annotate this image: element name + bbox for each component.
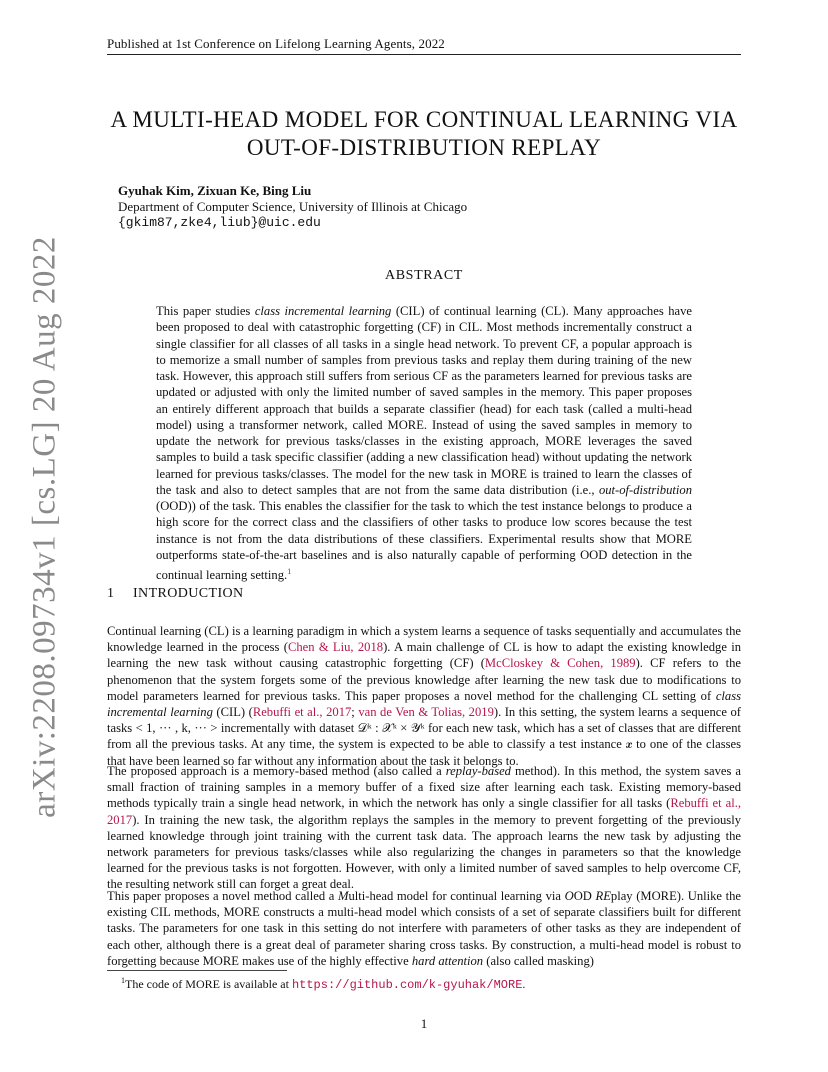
intro-paragraph-1 bbox=[107, 623, 741, 769]
text-seg: ). In this setting, the system learns a sequence of tasks < 1, ··· , k, ··· > incrementally with dataset 𝒟ᵏ : 𝒳ᵏ × 𝒴ᵏ for each new task, which has a set of classes that are different from all the previous tasks. At any time, the system is expected to be able to classify a test instance 𝒙 to one of the classes that have been learned so far without any information about the task it belongs to. bbox=[107, 705, 742, 768]
text-seg: This paper proposes a novel method called a bbox=[107, 889, 338, 903]
text-seg: method). In this method, the system saves a small fraction of training samples in a memory buffer of a fixed size after learning each task. Existing memory-based methods typically train a single head network, in which the network has only a single classifier for all tasks ( bbox=[107, 764, 741, 811]
section-number: 1 bbox=[107, 586, 115, 601]
code-url-link[interactable]: https://github.com/k-gyuhak/MORE bbox=[291, 978, 523, 992]
author-email: {gkim87,zke4,liub}@uic.edu bbox=[118, 215, 321, 230]
footnote-number: 1 bbox=[121, 976, 125, 985]
abstract-seg: (CIL) of continual learning (CL). Many approaches have been proposed to deal with catastrophic forgetting (CF) in CIL. Most methods incrementally construct a single classifier for all classes of all tasks in a single head network. To prevent CF, a popular approach is to memorize a small number of samples from previous tasks and replay them during training of the new task. However, this approach still suffers from serious CF as the parameters learned for previous tasks are updated or adjusted with only the limited number of saved samples in the memory. This paper proposes an entirely different approach that builds a separate classifier (head) for each task (called a multi-head model) using a transformer network, called MORE. Instead of using the saved samples in memory to update the network for previous tasks/classes in the existing approach, MORE leverages the saved samples to build a task specific classifier (adding a new classification head) without updating the network learned for previous tasks/classes. The model for the new task in MORE is trained to learn the classes of the task and also to detect samples that are not from the same data distribution (i.e., bbox=[156, 304, 692, 497]
text-seg: ). CF refers to the phenomenon that the system forgets some of the previous knowledge after learning the new task due to modifications to model parameters learned for previous tasks. This paper proposes a novel method for the challenging CL setting of bbox=[107, 656, 741, 703]
text-seg: (CIL) ( bbox=[212, 705, 253, 720]
text-seg: The proposed approach is a memory-based method (also called a bbox=[107, 764, 446, 778]
header-rule bbox=[107, 54, 741, 55]
paper-title bbox=[107, 106, 741, 162]
abstract-em: out-of-distribution bbox=[598, 482, 692, 497]
abstract-heading: ABSTRACT bbox=[385, 268, 463, 283]
abstract-seg: (OOD)) of the task. This enables the classifier for the task to which the test instance belongs to produce a high score for the correct class and the classifiers of other tasks to produce low scores because the test instance is not from the data distributions of these classifiers. Experimental results show that MORE outperforms state-of-the-art baselines and is also naturally capable of performing OOD detection in the continual learning setting. bbox=[156, 499, 692, 583]
text-em: M bbox=[338, 889, 349, 903]
text-em: class incremental learning bbox=[107, 688, 741, 720]
arxiv-stamp: arXiv:2208.09734v1 [cs.LG] 20 Aug 2022 bbox=[26, 236, 63, 818]
citation-link[interactable]: Chen & Liu, 2018 bbox=[287, 640, 384, 655]
citation-link[interactable]: McCloskey & Cohen, 1989 bbox=[484, 656, 636, 671]
abstract-seg: This paper studies bbox=[156, 304, 255, 318]
venue-header: Published at 1st Conference on Lifelong Learning Agents, 2022 bbox=[107, 36, 445, 51]
citation-link[interactable]: Rebuffi et al., 2017 bbox=[107, 796, 742, 827]
citation-link[interactable]: van de Ven & Tolias, 2019 bbox=[358, 705, 494, 720]
text-em: O bbox=[564, 889, 574, 903]
section-heading bbox=[107, 586, 244, 602]
footnote bbox=[121, 976, 525, 992]
section-title: INTRODUCTION bbox=[133, 586, 244, 601]
title-line-2: OUT-OF-DISTRIBUTION REPLAY bbox=[246, 135, 602, 160]
text-seg: OD bbox=[573, 889, 596, 903]
text-seg: (also called masking) bbox=[483, 953, 594, 968]
footnote-marker[interactable]: 1 bbox=[287, 566, 292, 576]
intro-paragraph-2 bbox=[107, 763, 741, 893]
abstract-text bbox=[156, 303, 692, 583]
page-number: 1 bbox=[420, 1016, 428, 1031]
text-em: hard attention bbox=[411, 953, 484, 968]
abstract-em: class incremental learning bbox=[254, 304, 392, 318]
text-seg: Continual learning (CL) is a learning paradigm in which a system learns a sequence of tasks sequentially and accumulates the knowledge learned in the process ( bbox=[107, 624, 741, 655]
text-seg: ). In training the new task, the algorithm replays the samples in the memory to prevent forgetting of the previously learned knowledge through joint training with the current task data. The approach learns the new task by adjusting the network parameters for previous tasks/classes while also regularizing the changes in parameters so that the knowledge learned for the previous tasks is not forgotten. However, with only a limited number of saved samples to help overcome CF, the resulting network still can forget a great deal. bbox=[107, 812, 741, 892]
citation-link[interactable]: Rebuffi et al., 2017 bbox=[252, 705, 352, 720]
author-block bbox=[118, 183, 467, 231]
text-seg: play (MORE). Unlike the existing CIL methods, MORE constructs a multi-head model which consists of a set of separate classifiers built for different tasks. The parameters for one task in this setting do not interfere with parameters of other tasks as they are independent of each other, although there is a great deal of parameter sharing cross tasks. By construction, a multi-head model is robust to forgetting because MORE makes use of the highly effective bbox=[107, 889, 741, 968]
text-seg: ). A main challenge of CL is how to adapt the existing knowledge in learning the new task without causing catastrophic forgetting (CF) ( bbox=[107, 640, 742, 671]
text-em: RE bbox=[595, 889, 611, 903]
title-line-1: A MULTI-HEAD MODEL FOR CONTINUAL LEARNING VIA bbox=[110, 107, 738, 132]
text-seg: ; bbox=[351, 705, 359, 720]
footnote-end: . bbox=[522, 977, 526, 991]
text-em: replay-based bbox=[445, 764, 511, 778]
footnote-text: The code of MORE is available at bbox=[125, 977, 292, 991]
author-affiliation: Department of Computer Science, University of Illinois at Chicago bbox=[118, 199, 468, 214]
footnote-rule bbox=[107, 970, 287, 971]
intro-paragraph-3 bbox=[107, 888, 741, 969]
author-names: Gyuhak Kim, Zixuan Ke, Bing Liu bbox=[118, 183, 312, 198]
text-seg: ulti-head model for continual learning via bbox=[348, 889, 565, 903]
